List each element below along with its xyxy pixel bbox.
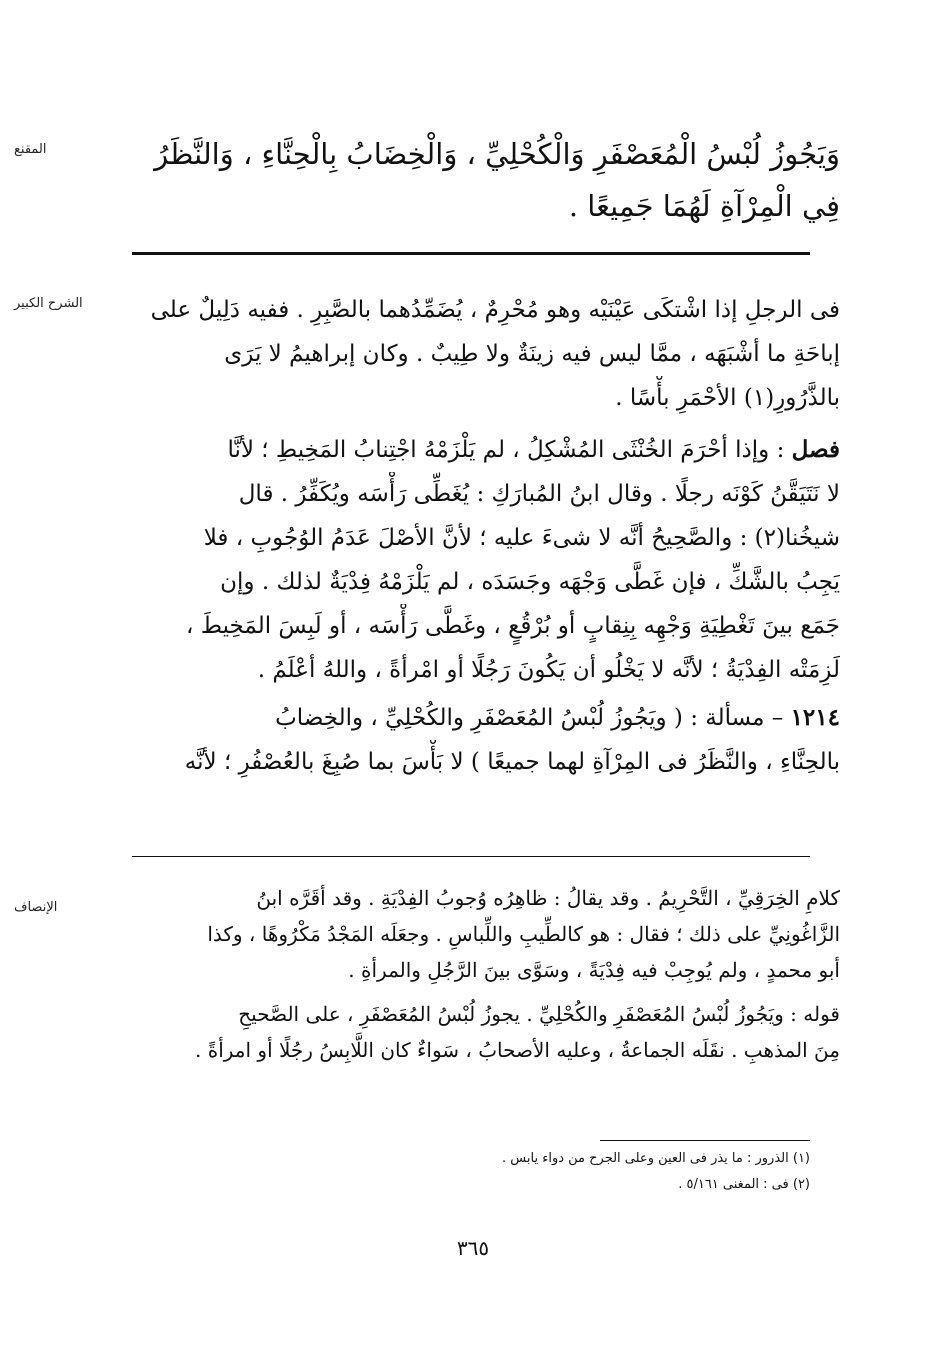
muqni-text bbox=[120, 128, 840, 232]
sharh-line: بالحِنَّاءِ ، والنَّظَرُ فى المِرْآةِ لهما جميعًا ) لا بَأْسَ بما صُبِغَ بالعُصْفُرِ ؛ لأنَّه bbox=[184, 749, 840, 775]
section-label-muqni: المقنع bbox=[14, 142, 47, 157]
footnotes bbox=[430, 1146, 810, 1198]
sharh-line: شيخُنا(٢) : والصَّحِيحُ أنَّه لا شىءَ عليه ؛ لأنَّ الأصْلَ عَدَمُ الوُجُوبِ ، فلا bbox=[203, 525, 840, 551]
sharh-line: إباحَةِ ما أشْبَهَه ، ممَّا ليس فيه زينَةٌ ولا طِيبٌ . وكان إبراهيمُ لا يَرَى bbox=[224, 341, 840, 367]
sharh-line: لَزِمَتْه الفِدْيَةُ ؛ لأنَّه لا يَخْلُو أن يَكُونَ رَجُلًا أو امْرأةً ، واللهُ أعْلَمُ . bbox=[257, 657, 840, 683]
section-divider-thick bbox=[132, 252, 810, 255]
fasl-text: : وإذا أحْرَمَ الخُنْثَى المُشْكِلُ ، لم يَلْزَمْهُ اجْتِنابُ المَخِيطِ ؛ لأنَّا bbox=[227, 437, 792, 463]
insaf-text bbox=[120, 880, 840, 1068]
footnote: (١) الذرور : ما يذر فى العين وعلى الجرح من دواء يابس . bbox=[502, 1151, 810, 1166]
section-label-insaf: الإنصاف bbox=[14, 900, 58, 915]
sharh-line: جَمَع بينَ تَغْطِيَةِ وَجْهِه بِنِقابٍ أو بُرْقُعٍ ، وغَطَّى رَأْسَه ، أو لَبِسَ المَخِيطَ ، bbox=[186, 613, 840, 639]
section-divider-thin bbox=[132, 856, 810, 857]
insaf-line: قوله : ويَجُوزُ لُبْسُ المُعَصْفَرِ والكُحْلِيِّ . يجوزُ لُبْسُ المُعَصْفَرِ ، على الصَّحيحِ bbox=[238, 1002, 840, 1026]
sharh-line: يَجِبُ بالشَّكِّ ، فإن غَطَّى وَجْهَه وجَسَدَه ، لم يَلْزَمْهُ فِدْيَةٌ لذلك . وإن bbox=[220, 569, 840, 595]
fasl-heading: فصل bbox=[791, 436, 840, 463]
page-number: ٣٦٥ bbox=[456, 1236, 490, 1260]
footnote: (٢) فى : المغنى ٥/١٦١ . bbox=[678, 1177, 810, 1192]
sharh-paragraph bbox=[120, 288, 840, 420]
sharh-line bbox=[120, 428, 840, 472]
muqni-line: فِي الْمِرْآةِ لَهُمَا جَمِيعًا . bbox=[568, 189, 840, 223]
sharh-line: فى الرجلِ إذا اشْتكَى عَيْنَيْه وهو مُحْرِمٌ ، يُضَمِّدُهما بالصَّبِرِ . ففيه دَلِيلٌ على bbox=[150, 297, 840, 323]
masala-text: – مسألة : ( ويَجُوزُ لُبْسُ المُعَصْفَرِ والكُحْلِيِّ ، والخِضابُ bbox=[275, 705, 791, 731]
footnote-divider bbox=[600, 1140, 810, 1141]
insaf-line: الزَّاغُونِيِّ على ذلك ؛ فقال : هو كالطِّيبِ واللِّباسِ . وجعَلَه المَجْدُ مَكْرُوهًا ، وكذا bbox=[207, 922, 840, 946]
insaf-line: مِنَ المذهبِ . نقَلَه الجماعةُ ، وعليه الأصحابُ ، سَواءٌ كان اللَّابِسُ رجُلًا أو امرأةً . bbox=[195, 1038, 840, 1062]
fasl-paragraph bbox=[120, 428, 840, 692]
muqni-line: وَيَجُوزُ لُبْسُ الْمُعَصْفَرِ وَالْكُحْلِيِّ ، وَالْخِضَابُ بِالْحِنَّاءِ ، وَالنَّظَرُ bbox=[154, 137, 840, 171]
sharh-text bbox=[120, 288, 840, 784]
sharh-line: لا نَتَيَقَّنُ كَوْنَه رجلًا . وقال ابنُ المُبارَكِ : يُغَطِّى رَأْسَه ويُكَفِّرُ . قال bbox=[238, 481, 840, 507]
sharh-line bbox=[120, 696, 840, 740]
insaf-line: أبو محمدٍ ، ولم يُوجِبْ فيه فِدْيَةً ، وسَوَّى بينَ الرَّجُلِ والمرأةِ . bbox=[348, 958, 840, 982]
sharh-line: بالذَّرُورِ(١) الأحْمَرِ بأْسًا . bbox=[615, 385, 840, 411]
insaf-line: كلامِ الخِرَقِيِّ ، التَّحْرِيمُ . وقد يقالُ : ظاهِرُه وُجوبُ الفِدْيَةِ . وقد أقَرَّه ابنُ bbox=[256, 886, 840, 910]
masala-paragraph bbox=[120, 696, 840, 784]
masala-number: ١٢١٤ bbox=[790, 704, 840, 731]
insaf-paragraph bbox=[120, 880, 840, 988]
insaf-paragraph bbox=[120, 996, 840, 1068]
section-label-sharh: الشرح الكبير bbox=[14, 296, 83, 311]
